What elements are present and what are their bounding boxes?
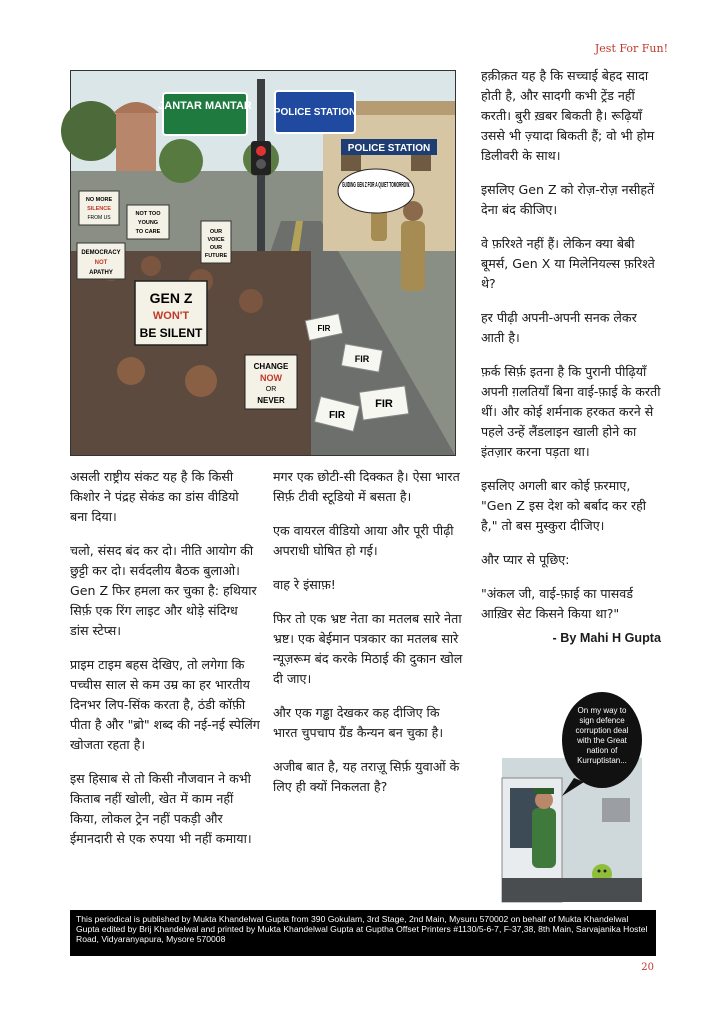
- protest-scene: [71, 71, 455, 455]
- paragraph: अजीब बात है, यह तराज़ू सिर्फ़ युवाओं के लिए ही क्यों निकलता है?: [273, 759, 460, 794]
- placard-young-line3: TO CARE: [135, 229, 161, 235]
- placard-democracy-line1: DEMOCRACY: [81, 250, 121, 256]
- paragraph: मगर एक छोटी-सी दिक्कत है। ऐसा भारत सिर्फ़ टीवी स्टूडियो में बसता है।: [273, 469, 460, 504]
- paragraph: फ़र्क सिर्फ़ इतना है कि पुरानी पीढ़ियाँ अपनी ग़लतियाँ बिना वाई-फ़ाई के करती थीं। और कोई शर्मनाक हरकत करने से पहले उन्हें लैंडलाइन खाली होने का इंतज़ार करना पड़ता था।: [481, 364, 661, 459]
- paragraph: हक़ीक़त यह है कि सच्चाई बेहद सादा होती है, और सादगी कभी ट्रेंड नहीं करती। बुरी ख़बर बिकती है। रूढ़ियाँ उससे भी ज़्यादा बिकती हैं; वो भी होम डिलीवरी के साथ।: [481, 68, 655, 163]
- paragraph: वे फ़रिश्ते नहीं हैं। लेकिन क्या बेबी बूमर्स, Gen X या मिलेनियल्स फ़रिश्ते थे?: [481, 236, 655, 291]
- paragraph: असली राष्ट्रीय संकट यह है कि किसी किशोर ने पंद्रह सेकंड का डांस वीडियो बना दिया।: [70, 469, 239, 524]
- fir-label-1: FIR: [317, 324, 331, 333]
- paragraph: इसलिए अगली बार कोई फ़रमाए, "Gen Z इस देश को बर्बाद कर रही है," तो बस मुस्कुरा दीजिए।: [481, 478, 647, 533]
- placard-silence-line1: NO MORE: [85, 197, 113, 203]
- cartoon-bubble: On my way to sign defence corruption deal with the Great nation of Kurruptistan...: [575, 706, 629, 765]
- officer-bubble: GUIDING GEN Z FOR A QUIET TOMORROW.: [342, 182, 411, 189]
- protest-illustration: [70, 70, 456, 456]
- placard-democracy-line2: NOT: [94, 260, 108, 266]
- paragraph: इस हिसाब से तो किसी नौजवान ने कभी किताब नहीं खोली, खेत में काम नहीं किया, लोकल ट्रेन नहीं पकड़ी और ईमानदारी से एक रुपया भी नहीं कमाया।: [70, 771, 252, 846]
- paragraph: हर पीढ़ी अपनी-अपनी सनक लेकर आती है।: [481, 310, 637, 345]
- paragraph: वाह रे इंसाफ़!: [273, 577, 336, 592]
- placard-voice-line3: OUR: [209, 245, 223, 251]
- fir-label-3: FIR: [375, 398, 393, 410]
- paragraph: और एक गड्ढा देखकर कह दीजिए कि भारत चुपचाप ग्रैंड कैन्यन बन चुका है।: [273, 705, 444, 740]
- fir-label-2: FIR: [354, 354, 370, 364]
- cartoon-illustration: [502, 688, 642, 902]
- imprint-footer: This periodical is published by Mukta Khandelwal Gupta from 390 Gokulam, 3rd Stage, 2nd Main, Mysuru 570002 on behalf of Mukta Khandelwal Gupta edited by Brij Khandelwal and printed by Mukta Khandelwal Gupta at Guptha Offset Printers #1130/5-6-7, F-37,38, 8th Main, Sarvajanika Hostel Road, Vidyaranyapura, Mysore 570008: [70, 910, 656, 956]
- article-column-middle: [273, 467, 463, 811]
- placard-young-line1: NOT TOO: [135, 211, 161, 217]
- fir-label-4: FIR: [328, 410, 346, 421]
- placard-change-line4: NEVER: [257, 396, 285, 405]
- placard-change-line2: NOW: [260, 373, 282, 383]
- placard-change-line3: OR: [265, 386, 277, 393]
- placard-silence-line2: SILENCE: [87, 206, 111, 212]
- placard-young-line2: YOUNG: [137, 220, 159, 226]
- sign-jantar-mantar: JANTAR MANTAR: [158, 100, 252, 112]
- police-building-sign: POLICE STATION: [347, 143, 431, 154]
- placard-change-line1: CHANGE: [253, 362, 289, 371]
- article-column-right: [481, 66, 661, 648]
- paragraph: "अंकल जी, वाई-फ़ाई का पासवर्ड आख़िर सेट किसने किया था?": [481, 586, 633, 621]
- paragraph: इसलिए Gen Z को रोज़-रोज़ नसीहतें देना बंद कीजिए।: [481, 182, 655, 217]
- placard-voice-line2: VOICE: [207, 237, 225, 243]
- placard-main-line1: GEN Z: [149, 290, 193, 306]
- placard-main-line2: WON'T: [152, 310, 190, 322]
- page-number: 20: [641, 962, 654, 973]
- placard-democracy-line3: APATHY: [89, 270, 113, 276]
- byline: - By Mahi H Gupta: [552, 631, 661, 645]
- placard-voice-line4: FUTURE: [204, 253, 228, 259]
- article-column-left: [70, 467, 260, 863]
- placard-silence-line3: FROM US: [87, 215, 111, 221]
- placard-main-line3: BE SILENT: [139, 326, 203, 340]
- paragraph: प्राइम टाइम बहस देखिए, तो लगेगा कि पच्चीस साल से कम उम्र का हर भारतीय दिनभर लिप-सिंक करता है, ठंडी कॉफ़ी पीता है और "ब्रो" शब्द की नई-नई स्पेलिंग खोजता रहता है।: [70, 657, 260, 752]
- paragraph: चलो, संसद बंद कर दो। नीति आयोग की छुट्टी कर दो। सर्वदलीय बैठक बुलाओ। Gen Z फिर हमला कर चुका है: हथियार सिर्फ़ एक रिंग लाइट और थोड़े संदिग्ध डांस स्टेप्स।: [70, 543, 257, 638]
- sign-police-station: POLICE STATION: [273, 107, 357, 118]
- paragraph: फिर तो एक भ्रष्ट नेता का मतलब सारे नेता भ्रष्ट। एक बेईमान पत्रकार का मतलब सारे न्यूज़रूम बंद करके मिठाई की दुकान खोल दी जाए।: [273, 611, 463, 686]
- paragraph: एक वायरल वीडियो आया और पूरी पीढ़ी अपराधी घोषित हो गई।: [273, 523, 454, 558]
- placard-voice-line1: OUR: [209, 229, 223, 235]
- paragraph: और प्यार से पूछिए:: [481, 552, 570, 567]
- section-tag: Jest For Fun!: [594, 42, 668, 55]
